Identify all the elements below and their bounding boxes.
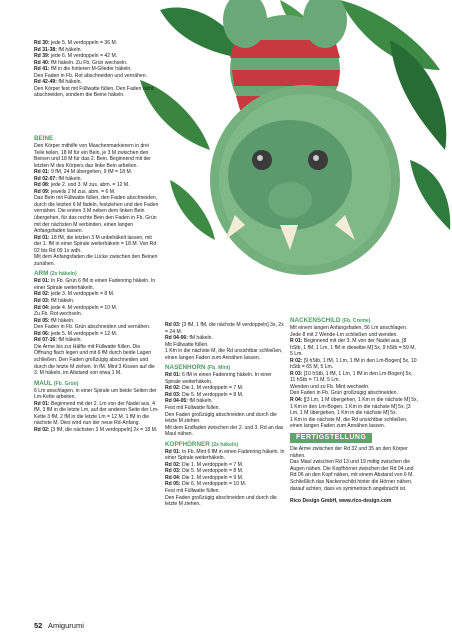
round-label: Rd 02: xyxy=(165,461,181,468)
section-heading-nasenhorn: NASENHORN (Fb. Mint) xyxy=(165,364,231,372)
magazine-title: Amigurumi xyxy=(48,621,84,630)
instruction-line xyxy=(34,278,159,291)
round-label: Rd 30: xyxy=(34,40,50,46)
instruction-text: Fest mit Füllwatte füllen. xyxy=(165,488,220,495)
round-label: Rd 04: xyxy=(34,304,50,311)
instruction-text: Fest mit Füllwatte füllen. xyxy=(165,405,220,412)
instruction-text: 6 Lm anschlagen, in einer Spirale um beide Seiten der Lm-Kette arbeiten. xyxy=(34,387,157,401)
instruction-text: 1 Km in die nächste M, die Rd unsichtbar schließen, einen langen Faden zum Annähen lassen. xyxy=(165,348,283,361)
instruction-text: In Fb. Grün 6 fM in einen Fadenring häkeln. In einer Spirale weiterhäkeln. xyxy=(34,278,156,291)
round-label: Rd 04: xyxy=(165,474,181,481)
round-label: Rd 01: xyxy=(165,372,181,379)
instruction-text: Die 1. M verdoppeln = 7 M. xyxy=(180,461,244,468)
round-label: Rd 02: xyxy=(34,426,50,433)
instruction-text: Den Faden großzügig abschneiden und durch die letzte M ziehen. xyxy=(165,494,277,508)
instruction-text: Die 6. M verdoppeln = 10 M. xyxy=(180,481,247,488)
instruction-text: In Fb. Mint 6 fM in einen Fadenring häkeln. In einer Spirale weiterhäkeln. xyxy=(165,448,285,462)
instruction-text: jede 3. M verdoppeln = 8 M. xyxy=(49,291,115,298)
instruction-text: Mit Füllwatte füllen. xyxy=(165,341,209,348)
instruction-text: Das Maul zwischen Rd 13 und 19 mittig zwischen die Augen nähen. Die Kopfhörner zwischen der Rd 04 und Rd 06 an den Kopf nähen, mit einem Abstand von 6 M. Schließlich das Nackenschild hinter die Hörner nähen, darauf achten, dass es symmetrisch angebracht ist. xyxy=(290,459,414,492)
instruction-line xyxy=(34,143,159,169)
instruction-text: fM häkeln. xyxy=(56,337,82,344)
instruction-text: [10 hStb, 1 fM, 1 Lm, 1 fM in den Lm-Bogen] 5x, 11 hStb = 71 M, 5 Lm. xyxy=(290,370,413,384)
instruction-text: fM häkeln. xyxy=(187,398,213,405)
instruction-text: Den Körper fest mit Füllwatte füllen. Den Faden nicht abschneiden, sondern die Beine häkeln. xyxy=(34,85,154,99)
round-label: Rd 03: xyxy=(34,298,50,305)
instruction-text: [3 fM, die nächsten 3 M verdoppeln] 2x = 18 M. xyxy=(49,426,158,433)
instruction-line xyxy=(290,358,418,371)
round-label: Rd 04-06: xyxy=(165,335,188,342)
amigurumi-photo xyxy=(140,0,452,305)
instruction-text: Die Arme bis zur Hälfte mit Füllwatte füllen. Die Öffnung flach legen und mit 6 fM durch beide Lagen schließen. Den Faden großzügig abschneiden und durch die letzte M ziehen. In fM. Mint 3 Kissen auf die 3. M häkeln, im Abstand von etwa 1 M. xyxy=(34,343,155,377)
instruction-text: jede 2. und 3. M zus. abm. = 12 M. xyxy=(49,182,130,189)
round-label: Rd 42-49: xyxy=(34,79,57,86)
round-label: Rd 41: xyxy=(34,66,50,73)
page-footer xyxy=(34,621,84,630)
section-heading-arm: ARM (2x häkeln) xyxy=(34,270,77,278)
round-label: Rd 01: xyxy=(34,400,50,407)
instruction-line xyxy=(34,235,159,255)
section-heading-beine: BEINE xyxy=(34,135,54,142)
round-label: Rd 02: xyxy=(34,291,50,298)
instruction-text: Mit einem langen Anfangsfaden, 56 Lm anschlagen. Jede 8 mit 2 Wende-Lm schließen und wenden. xyxy=(290,325,408,338)
instruction-line xyxy=(34,195,159,234)
instruction-text: [9 hStb, 1 fM, 1 Lm, 1 fM in den Lm-Bogen] 5x, 10 hStb = 65 M, 5 Lm. xyxy=(290,357,417,371)
instruction-text: [[3 Lm, 1 M übergehen, 1 Km in die nächste M] 5x, 1 Km in den Lm-Bogen, 1 Km in die nächste M] 5x, [3 Lm, 1 M übergehen, 1 Km in die nächste M] 5x. xyxy=(290,397,418,417)
instruction-line xyxy=(290,397,418,417)
instruction-text: Mit dem Endfaden zwischen der 2. und 3. Rd an das Maul nähen. xyxy=(165,424,284,438)
instruction-text: jede 5. M verdoppeln = 36 M. xyxy=(49,40,118,46)
instruction-line xyxy=(290,459,418,492)
instruction-text: Die 5. M verdoppeln = 8 M. xyxy=(180,391,244,398)
instruction-line xyxy=(165,425,285,438)
round-label: Rd 06: xyxy=(34,330,50,337)
instruction-text: fM in die hinteren M-Glieder häkeln. xyxy=(49,66,132,73)
round-label: Rd 05: xyxy=(34,317,50,324)
intro-instructions xyxy=(34,40,168,99)
instruction-line xyxy=(290,371,418,384)
round-label: R 04: xyxy=(290,397,303,404)
instruction-line xyxy=(34,427,159,434)
round-label: Rd 02-07: xyxy=(34,175,57,182)
round-label: Rd 02: xyxy=(165,385,181,392)
round-label: Rd 01: xyxy=(34,234,50,241)
instruction-line xyxy=(165,495,285,508)
instruction-text: Mit dem Anfangsfaden die Lücke zwischen den Beinen zunähen. xyxy=(34,254,158,267)
section-heading-kopfhoerner: KOPFHÖRNER (2x häkeln) xyxy=(165,440,239,448)
round-label: Rd 39: xyxy=(34,53,50,60)
credit-line: Rico Design GmbH, www.rico-design.com xyxy=(290,498,392,505)
instruction-text: fM häkeln. xyxy=(49,317,75,324)
instruction-text: fM häkeln. Zu Fb. Grün wechseln. xyxy=(49,59,128,66)
instruction-text: Den Faden in Fb. Grün abschneiden und vernähen. xyxy=(34,324,151,331)
instruction-line xyxy=(290,446,418,459)
instruction-text: jede 5. M verdoppeln = 12 M. xyxy=(49,330,118,337)
instruction-line xyxy=(34,86,168,99)
instruction-text: jede 6. M verdoppeln = 42 M. xyxy=(49,53,118,60)
instruction-text: fM häkeln. xyxy=(56,79,82,86)
round-label: R 01: xyxy=(290,338,303,345)
instruction-text: jeweils 2 M zus. abm. = 6 M. xyxy=(49,188,116,195)
round-label: Rd 03: xyxy=(165,468,181,475)
instruction-text: Die 1. M verdoppeln = 7 M. xyxy=(180,385,244,392)
instruction-line xyxy=(165,449,285,462)
round-label: Rd 03: xyxy=(165,322,181,328)
instruction-text: fM häkeln. xyxy=(56,46,82,53)
instruction-line xyxy=(290,338,418,358)
round-label: Rd 01: xyxy=(165,448,181,455)
round-label: Rd 40: xyxy=(34,59,50,66)
instruction-text: Zu Fb. Rot wechseln. xyxy=(34,311,83,318)
instruction-text: 6 fM in einen Fadenring häkeln. In einer Spirale weiterhäkeln. xyxy=(165,372,272,385)
left-column xyxy=(34,132,159,433)
round-label: Rd 08: xyxy=(34,182,50,189)
round-label: R 02: xyxy=(290,357,303,364)
instruction-text: Den Faden großzügig abschneiden und durch die letzte M ziehen. xyxy=(165,411,277,425)
instruction-text: Die Arme zwischen der Rd 32 und 35 an den Körper nähen. xyxy=(290,446,408,459)
instruction-text: Das Bein mit Füllwatte füllen, den Faden abschneiden, durch die letzten 6 M fädeln, festziehen und den Faden vernähen. Die ersten 3 M neben dem linken Bein übergehen, für das rechte Bein den Faden in Fb. Grün mit der nächsten M verbinden, einen langen Anfangsfaden lassen. xyxy=(34,195,159,235)
instruction-line xyxy=(290,325,418,338)
instruction-text: Beginnend mit der 2. Lm von der Nadel aus, 4 fM, 3 fM in die letzte Lm, auf der anderen Seite der Lm-Kette 3 fM, 2 fM in die letzte Lm = 12 M. 1 fM in die nächste M. Dies wird nun der neue Rd-Anfang. xyxy=(34,400,159,427)
instruction-text: Den Faden in Fb. Grün großzügig abschneiden. xyxy=(290,390,398,397)
instruction-text: fM häkeln. xyxy=(56,175,82,182)
instruction-text: Die 5. M verdoppeln = 8 M. xyxy=(180,468,244,475)
instruction-text: 9 fM, 24 M übergehen, 9 fM = 18 M. xyxy=(49,169,133,176)
round-label: Rd 01: xyxy=(34,169,50,176)
right-column xyxy=(290,314,418,505)
instruction-text: 1 Km in die nächste M, die Rd unsichtbar schließen, einen langen Faden zum Annähen lassen. xyxy=(290,416,408,430)
instruction-text: fM häkeln. xyxy=(49,298,75,305)
instruction-text: Die 1. M verdoppeln = 9 M. xyxy=(180,474,244,481)
instruction-line xyxy=(34,401,159,427)
instruction-text: [3 fM, 1 fM, die nächste M verdoppeln] 3x, 2x = 24 M. xyxy=(165,322,284,335)
round-label: R 03: xyxy=(290,370,303,377)
round-label: Rd 01: xyxy=(34,278,50,285)
instruction-line xyxy=(290,417,418,430)
round-label: Rd 31-38: xyxy=(34,46,57,53)
instruction-line xyxy=(165,412,285,425)
instruction-line xyxy=(34,388,159,401)
middle-column xyxy=(165,322,285,508)
instruction-line xyxy=(165,348,285,361)
instruction-text: Den Körper mithilfe von Maschenmarkierern in drei Teile teilen, 18 M für ein Bein, je 3 M zwischen den Beinen und 18 M für das 2. Bein. Beginnend mit der letzten M des Körpers das linke Bein arbeiten. xyxy=(34,143,151,169)
instruction-line xyxy=(34,254,159,267)
instruction-text: fM häkeln. xyxy=(187,335,213,342)
instruction-text: Den Faden in Fb. Rot abschneiden und vernähen. xyxy=(34,72,147,79)
instruction-line xyxy=(165,322,285,335)
instruction-text: Beginnend mit der 3. M von der Nadel aus, [8 hStb, 1 fM, 1 Lm, 1 fM in dieselbe M] 5x, 9 hStb = 59 M, 5 Lm. xyxy=(290,338,416,358)
section-heading-nackenschild: NACKENSCHILD (Fb. Creme) xyxy=(290,317,371,324)
instruction-line xyxy=(34,344,159,377)
round-label: Rd 04-05: xyxy=(165,398,188,405)
round-label: Rd 05: xyxy=(165,481,181,488)
round-label: Rd 09: xyxy=(34,188,50,195)
instruction-text: jede 4. M verdoppeln = 10 M. xyxy=(49,304,118,311)
round-label: Rd 03: xyxy=(165,391,181,398)
page-number: 52 xyxy=(34,621,43,630)
section-heading-fertigstellung: FERTIGSTELLUNG xyxy=(290,433,372,444)
instruction-text: 18 fM, die letzten 3 M unbehäkelt lassen, mit der 1. fM in einer Spirale weiterhäkeln = 18 M. Von Rd 02 bis Rd 09 1x wdh. xyxy=(34,234,157,254)
instruction-text: Wenden und zu Fb. Mint wechseln. xyxy=(290,383,370,390)
round-label: Rd 07-16: xyxy=(34,337,57,344)
instruction-line xyxy=(165,372,285,385)
section-heading-maul: MAUL (Fb. Grün) xyxy=(34,379,79,387)
